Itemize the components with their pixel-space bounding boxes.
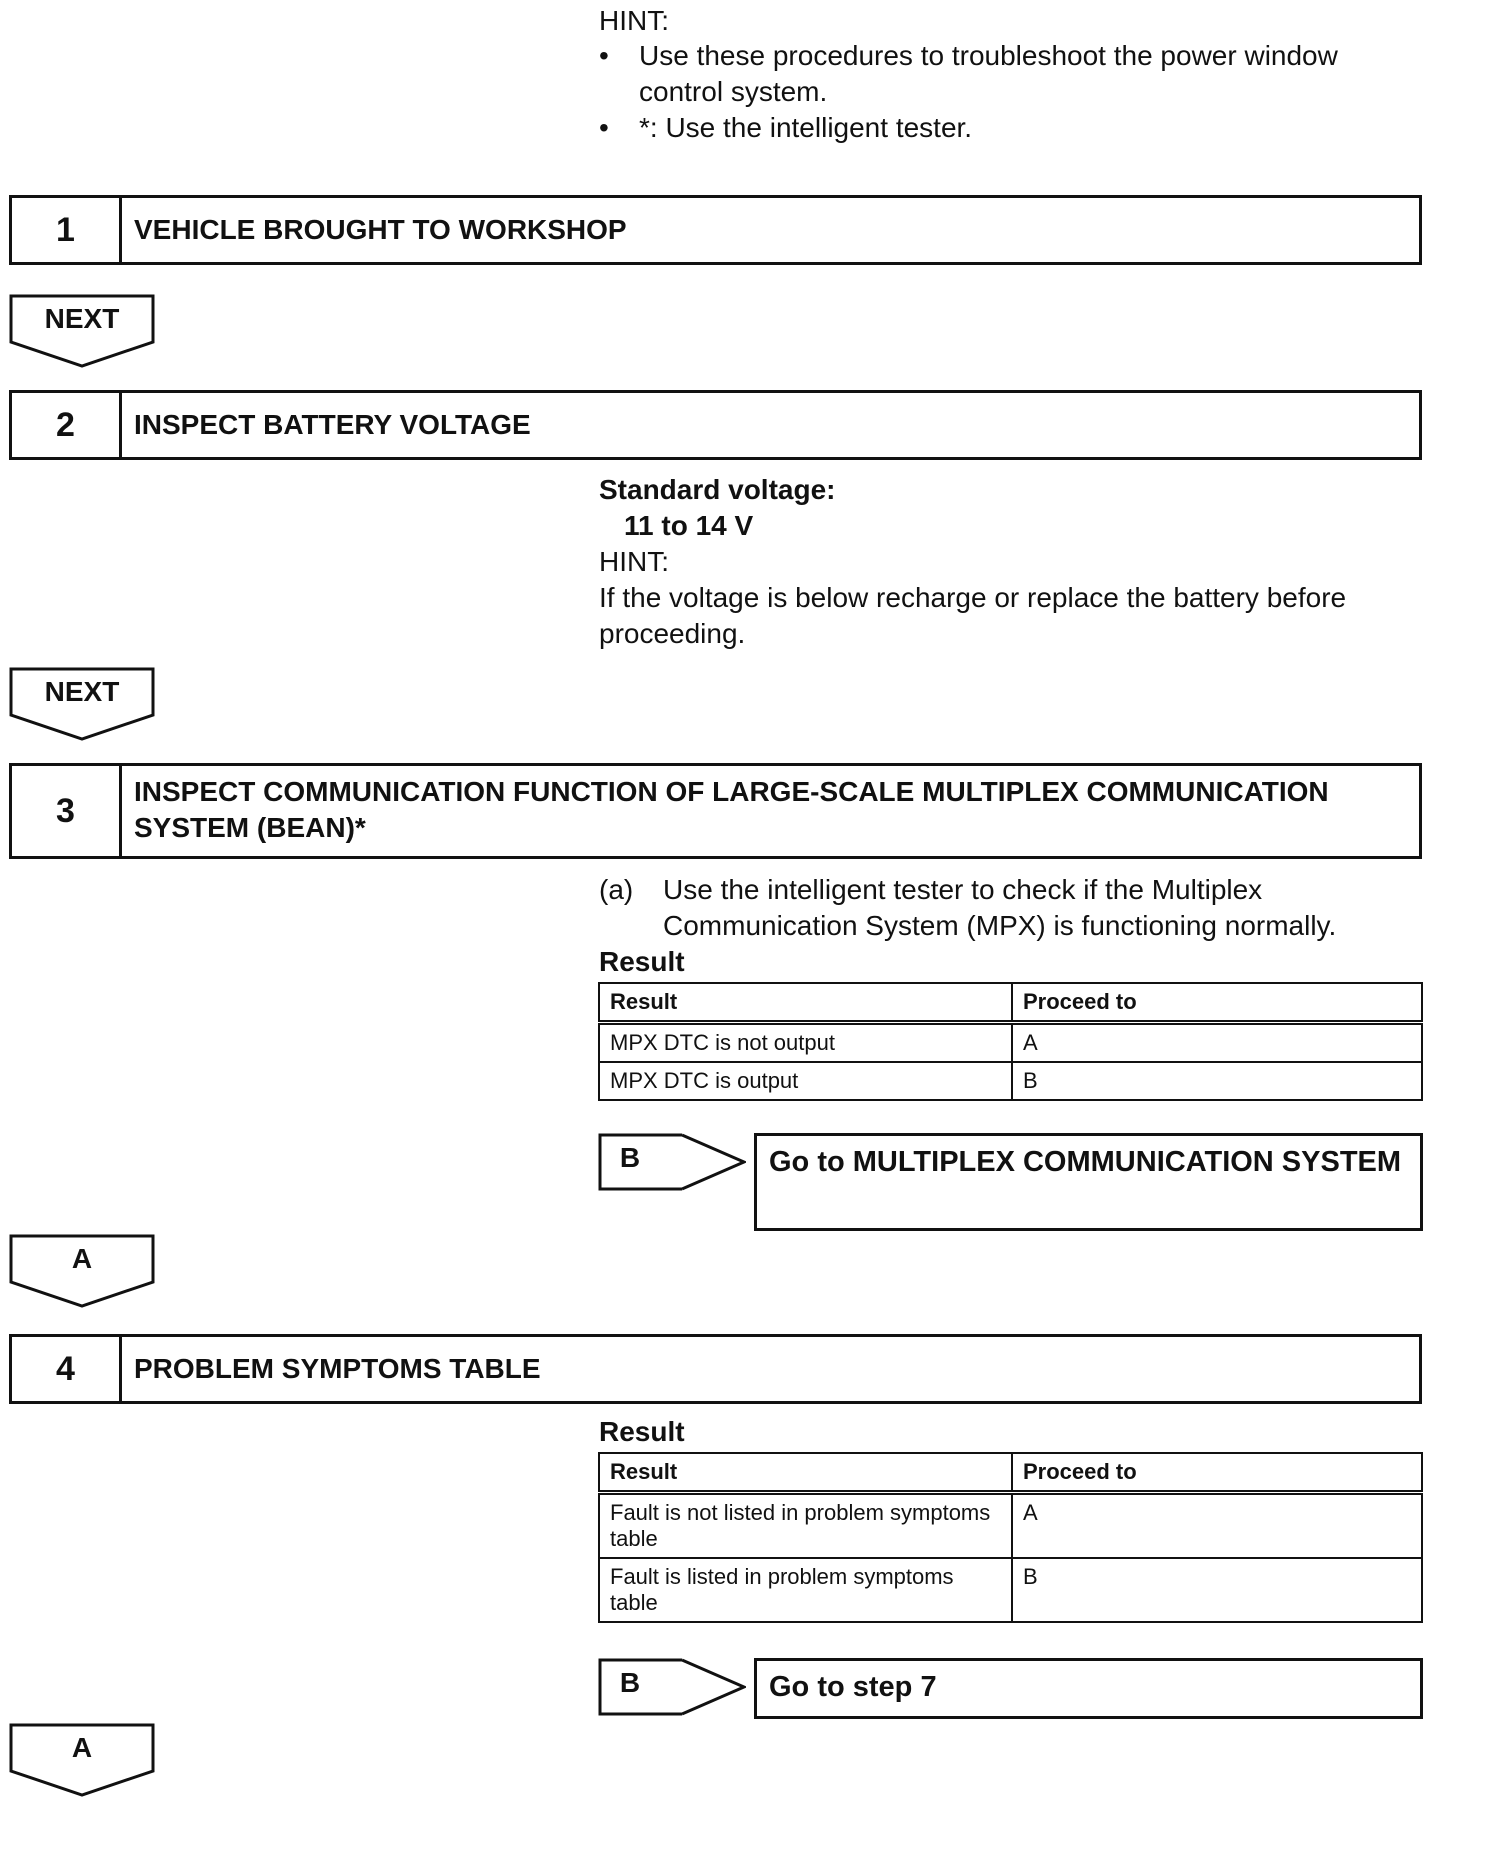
step4-result-table (598, 1452, 1423, 1623)
branch-label: B (619, 1667, 641, 1698)
next-arrow-label: NEXT (44, 676, 120, 707)
step-number: 2 (12, 393, 122, 457)
step-title: INSPECT COMMUNICATION FUNCTION OF LARGE-SCALE MULTIPLEX COMMUNICATION SYSTEM (BEAN)* (134, 776, 1329, 843)
step-number: 3 (12, 766, 122, 856)
table-header-cell: Result (599, 1453, 1012, 1493)
step-2-header (9, 390, 1422, 460)
standard-voltage-value: 11 to 14 V (624, 510, 754, 541)
step-title: INSPECT BATTERY VOLTAGE (134, 409, 531, 440)
table-cell: B (1012, 1062, 1422, 1100)
a-arrow-label: A (71, 1243, 93, 1274)
step3-item-text: Use the intelligent tester to check if the Multiplex Communication System (MPX) is functioning normally. (663, 874, 1337, 941)
table-row (599, 1493, 1422, 1559)
branch-b-arrow-step3 (598, 1133, 746, 1191)
standard-voltage-label: Standard voltage: (599, 474, 836, 505)
table-header-row (599, 1453, 1422, 1493)
branch-label: B (619, 1142, 641, 1173)
table-header-row (599, 983, 1422, 1023)
go-to-multiplex-box: Go to MULTIPLEX COMMUNICATION SYSTEM (754, 1133, 1423, 1231)
step2-hint-label: HINT: (599, 546, 669, 577)
step4-result-heading: Result (599, 1416, 685, 1447)
a-arrow-1 (9, 1234, 155, 1310)
intro-hint-label: HINT: (599, 5, 669, 36)
table-header-cell: Result (599, 983, 1012, 1023)
table-cell: Fault is listed in problem symptoms table (599, 1558, 1012, 1622)
table-header-cell: Proceed to (1012, 983, 1422, 1023)
table-row (599, 1062, 1422, 1100)
a-arrow-2 (9, 1723, 155, 1799)
step-title: PROBLEM SYMPTOMS TABLE (134, 1353, 541, 1384)
step3-result-table (598, 982, 1423, 1101)
step3-result-heading: Result (599, 946, 685, 977)
branch-b-arrow-step4 (598, 1658, 746, 1716)
step-number: 1 (12, 198, 122, 262)
go-to-step-7-box: Go to step 7 (754, 1658, 1423, 1719)
table-cell: B (1012, 1558, 1422, 1622)
table-header-cell: Proceed to (1012, 1453, 1422, 1493)
table-cell: A (1012, 1023, 1422, 1063)
table-row (599, 1558, 1422, 1622)
a-arrow-label: A (71, 1732, 93, 1763)
next-arrow-label: NEXT (44, 303, 120, 334)
intro-bullet-item (599, 38, 1419, 110)
table-cell: MPX DTC is not output (599, 1023, 1012, 1063)
next-arrow-2 (9, 667, 155, 743)
intro-bullet-text: *: Use the intelligent tester. (639, 112, 973, 143)
intro-bullet-text: Use these procedures to troubleshoot the power window control system. (639, 40, 1338, 107)
next-arrow-1 (9, 294, 155, 370)
step3-item-marker: (a) (599, 874, 634, 905)
intro-bullet-list (599, 38, 1419, 146)
table-row (599, 1023, 1422, 1063)
bullet-icon: • (599, 40, 609, 71)
intro-bullet-item (599, 110, 1419, 146)
table-cell: Fault is not listed in problem symptoms table (599, 1493, 1012, 1559)
table-cell: A (1012, 1493, 1422, 1559)
table-cell: MPX DTC is output (599, 1062, 1012, 1100)
bullet-icon: • (599, 112, 609, 143)
step-1-header (9, 195, 1422, 265)
step-3-header (9, 763, 1422, 859)
step-title: VEHICLE BROUGHT TO WORKSHOP (134, 214, 627, 245)
step2-hint-text: If the voltage is below recharge or replace the battery before proceeding. (599, 582, 1347, 649)
step-number: 4 (12, 1337, 122, 1401)
step-4-header (9, 1334, 1422, 1404)
